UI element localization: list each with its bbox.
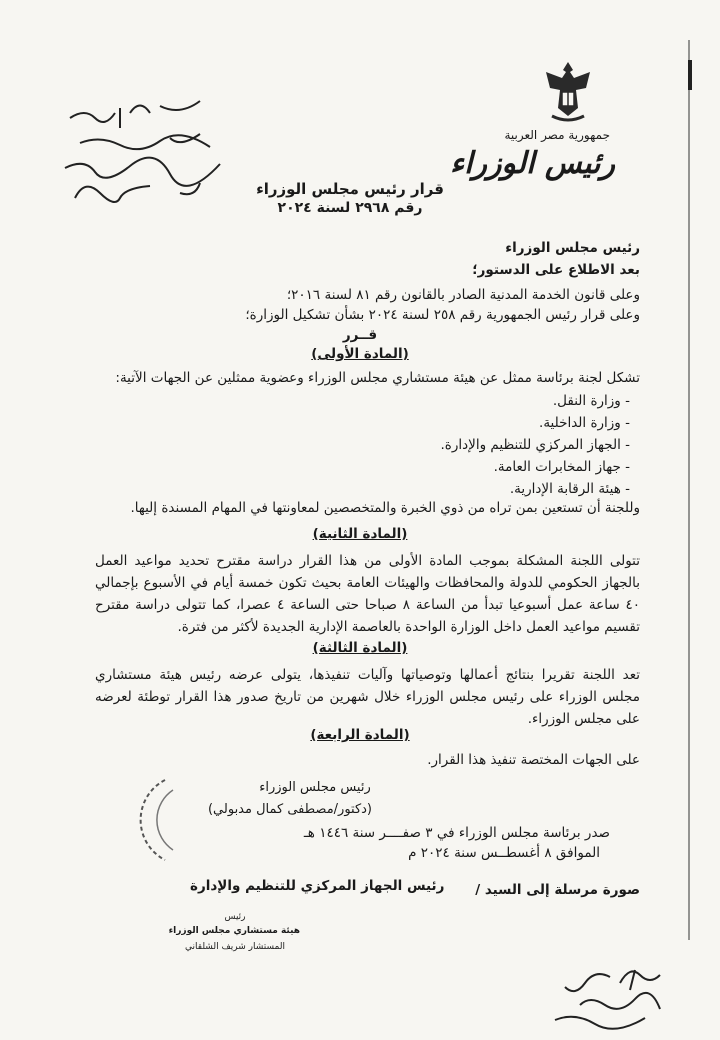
eagle-emblem-icon <box>540 58 596 124</box>
republic-label: جمهورية مصر العربية <box>504 128 610 142</box>
article-4-heading: (المادة الرابعة) <box>310 727 410 743</box>
agency-label: رئيس الجهاز المركزي للتنظيم والإدارة <box>190 878 445 894</box>
member-item: - جهاز المخابرات العامة. <box>493 459 630 475</box>
article-1-heading: (المادة الأولى) <box>311 346 409 362</box>
small-sig-title: رئيس <box>224 912 246 922</box>
member-item: - هيئة الرقابة الإدارية. <box>509 481 630 497</box>
article-3-heading: (المادة الثالثة) <box>312 640 408 656</box>
prime-minister-logo: رئيس الوزراء <box>450 146 615 181</box>
member-item: - وزارة النقل. <box>552 393 630 409</box>
handwritten-signature <box>540 965 680 1035</box>
decree-title: قرار رئيس مجلس الوزراء <box>256 180 444 198</box>
scan-edge-line <box>688 40 690 940</box>
signer-title: رئيس مجلس الوزراء <box>259 780 371 795</box>
pm-title: رئيس مجلس الوزراء <box>505 240 640 256</box>
issuance-date-hijri: صدر برئاسة مجلس الوزراء في ٣ صفــــر سنة ١٤٤٦ هـ <box>303 825 610 841</box>
article-4-text: على الجهات المختصة تنفيذ هذا القرار. <box>427 752 640 768</box>
article-3-text: تعد اللجنة تقريرا بنتائج أعمالها وتوصياتها وآليات تنفيذها، يتولى عرضه رئيس هيئة مستشاري مجلس الوزراء على رئيس مجلس الوزراء خلال شهرين من تاريخ صدور هذا القرار توطئة لعرضه على مجلس الوزراء. <box>95 667 640 727</box>
signer-name: (دكتور/مصطفى كمال مدبولي) <box>207 802 373 817</box>
copy-to-label: صورة مرسلة إلى السيد / <box>475 882 640 898</box>
small-sig-role: المستشار شريف الشلقاني <box>185 942 285 952</box>
issuance-date-gregorian: الموافق ٨ أغسطــس سنة ٢٠٢٤ م <box>408 845 600 861</box>
handwritten-note <box>60 98 260 218</box>
constitution-reference: بعد الاطلاع على الدستور؛ <box>472 262 640 278</box>
article-2-text: تتولى اللجنة المشكلة بموجب المادة الأولى من هذا القرار دراسة مقترح تحديد مواعيد العمل بالجهاز الحكومي للدولة والمحافظات والهيئات العامة بحيث تكون خمسة أيام في الأسبوع بإجمالي ٤٠ ساعة عمل أسبوعيا تبدأ من الساعة ٨ صباحا حتى الساعة ٤ عصرا، كما تتولى دراسة مقترح تقسيم مواعيد العمل داخل الوزارة الواحدة بالعاصمة الإدارية الجديدة لأكثر من فترة. <box>95 553 640 635</box>
decree-reference: وعلى قرار رئيس الجمهورية رقم ٢٥٨ لسنة ٢٠٢٤ بشأن تشكيل الوزارة؛ <box>245 307 640 323</box>
decided-label: قــرر <box>342 327 378 343</box>
decree-number: رقم ٢٩٦٨ لسنة ٢٠٢٤ <box>277 200 423 216</box>
official-seal-icon <box>95 770 175 870</box>
article-2-heading: (المادة الثانية) <box>312 526 408 542</box>
member-item: - الجهاز المركزي للتنظيم والإدارة. <box>440 437 630 453</box>
article-1-intro: تشكل لجنة برئاسة ممثل عن هيئة مستشاري مجلس الوزراء وعضوية ممثلين عن الجهات الآتية: <box>115 370 640 386</box>
member-item: - وزارة الداخلية. <box>539 415 630 431</box>
small-sig-name: هيئة مستشاري مجلس الوزراء <box>168 926 300 936</box>
scan-edge-mark <box>688 60 692 90</box>
law-reference: وعلى قانون الخدمة المدنية الصادر بالقانون رقم ٨١ لسنة ٢٠١٦؛ <box>286 287 640 303</box>
article-1-closing: وللجنة أن تستعين بمن تراه من ذوي الخبرة والمتخصصين لمعاونتها في المهام المسندة إليها. <box>130 500 640 516</box>
